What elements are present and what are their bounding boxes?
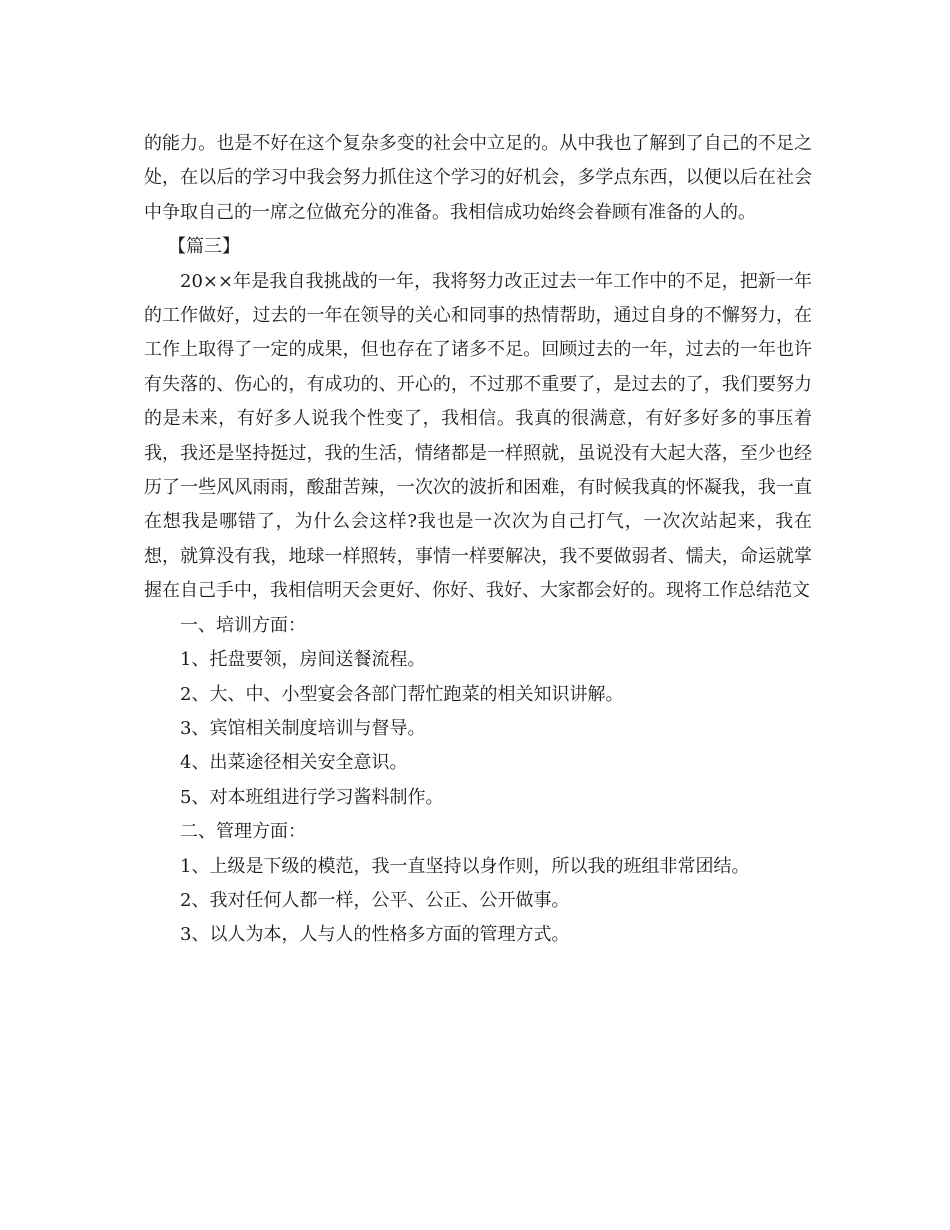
management-item: 2、我对任何人都一样，公平、公正、公开做事。 [180, 889, 570, 911]
management-item: 3、以人为本，人与人的性格多方面的管理方式。 [180, 924, 570, 946]
section-heading: 【篇三】 [168, 236, 240, 258]
continued-paragraph: 的能力。也是不好在这个复杂多变的社会中立足的。从中我也了解到了自己的不足之处，在以后的学习中我会努力抓住这个学习的好机会，多学点东西，以便以后在社会中争取自己的一席之位做充分的准备。我相信成功始终会眷顾有准备的人的。 [144, 133, 812, 223]
training-item: 2、大、中、小型宴会各部门帮忙跑菜的相关知识讲解。 [180, 683, 624, 705]
management-item: 1、上级是下级的模范，我一直坚持以身作则，所以我的班组非常团结。 [180, 855, 750, 877]
intro-paragraph: 20××年是我自我挑战的一年，我将努力改正过去一年工作中的不足，把新一年的工作做好，过去的一年在领导的关心和同事的热情帮助，通过自身的不懈努力，在工作上取得了一定的成果，但也存在了诸多不足。回顾过去的一年，过去的一年也许有失落的、伤心的，有成功的、开心的，不过那不重要了，是过去的了，我们要努力的是未来，有好多人说我个性变了，我相信。我真的很满意，有好多好多的事压着我，我还是坚持挺过，我的生活，情绪都是一样照就，虽说没有大起大落，至少也经历了一些风风雨雨，酸甜苦辣，一次次的波折和困难，有时候我真的怀凝我，我一直在想我是哪错了，为什么会这样?我也是一次次为自己打气，一次次站起来，我在想，就算没有我，地球一样照转，事情一样要解决，我不要做弱者、懦夫，命运就掌握在自己手中，我相信明天会更好、你好、我好、大家都会好的。现将工作总结范文 [144, 270, 812, 602]
training-item: 4、出菜途径相关安全意识。 [180, 752, 408, 774]
training-item: 3、宾馆相关制度培训与督导。 [180, 717, 426, 739]
management-heading: 二、管理方面： [180, 821, 306, 843]
document-body [144, 127, 812, 953]
training-heading: 一、培训方面： [180, 614, 306, 636]
training-item: 5、对本班组进行学习酱料制作。 [180, 786, 444, 808]
training-item: 1、托盘要领，房间送餐流程。 [180, 649, 426, 671]
